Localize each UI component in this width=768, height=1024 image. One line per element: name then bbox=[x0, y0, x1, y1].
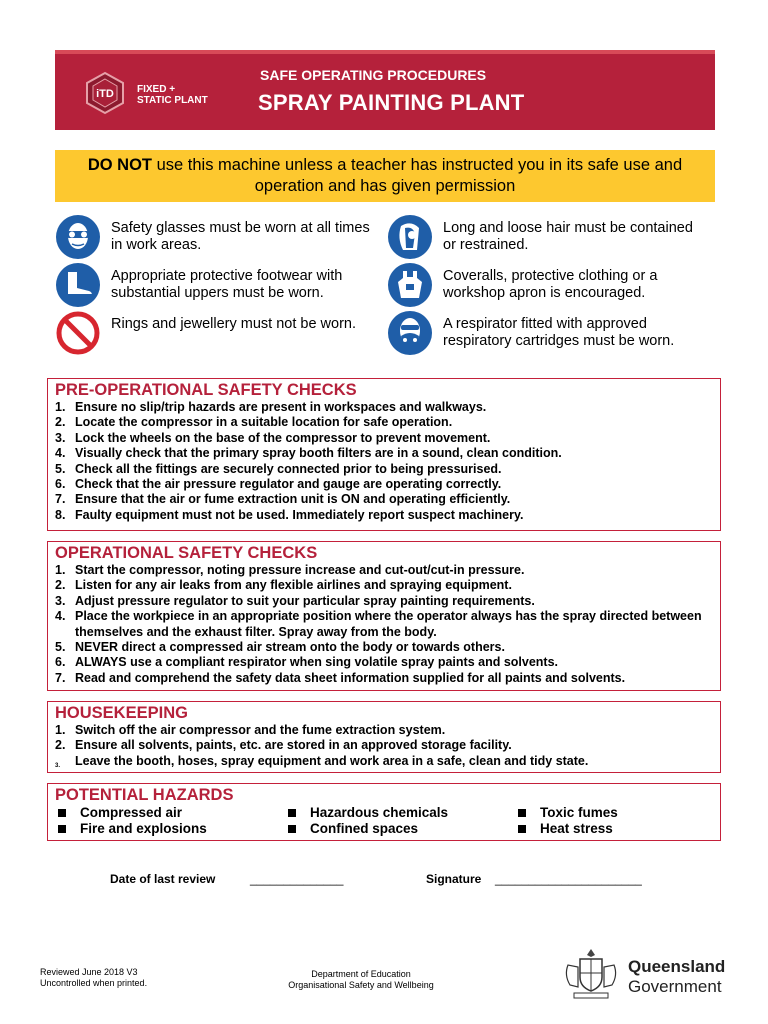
ppe-text: Appropriate protective footwear with substantial uppers must be worn. bbox=[111, 268, 343, 301]
list-item: 5. Check all the fittings are securely connected prior to being pressurised. bbox=[55, 461, 502, 476]
list-item: 2. Ensure all solvents, paints, etc. are stored in an approved storage facility. bbox=[55, 738, 512, 753]
list-item: 1. Ensure no slip/trip hazards are present in workspaces and walkways. bbox=[55, 400, 487, 414]
list-item: 8. Faulty equipment must not be used. Immediately report suspect machinery. bbox=[55, 507, 524, 522]
ppe-text: Safety glasses must be worn at all times in work areas. bbox=[111, 220, 370, 253]
warning-text: use this machine unless a teacher has instructed you in its safe use and operation and has given permission bbox=[152, 156, 683, 195]
list-item: 3. Leave the booth, hoses, spray equipment and work area in a safe, clean and tidy state. bbox=[55, 753, 589, 769]
list-item: 6. Check that the air pressure regulator and gauge are operating correctly. bbox=[55, 477, 502, 492]
footer-department: Department of Education Organisational Safety and Wellbeing bbox=[288, 969, 434, 990]
list-item: 2. Locate the compressor in a suitable location for safe operation. bbox=[55, 415, 453, 430]
header-kicker: SAFE OPERATING PROCEDURES bbox=[260, 67, 487, 83]
bullet-square-icon bbox=[288, 825, 296, 833]
ppe-item bbox=[55, 262, 385, 308]
review-date-label: Date of last review bbox=[110, 872, 216, 886]
header-banner bbox=[55, 50, 715, 130]
ppe-text: Coveralls, protective clothing or a workshop apron is encouraged. bbox=[443, 268, 658, 301]
brand-label: FIXED + STATIC PLANT bbox=[137, 84, 208, 106]
warning-emphasis: DO NOT bbox=[87, 156, 153, 174]
warning-banner bbox=[55, 150, 715, 202]
queensland-crest-icon bbox=[560, 945, 622, 1003]
bullet-square-icon bbox=[288, 809, 296, 817]
ppe-item bbox=[387, 310, 717, 356]
footer-version: Reviewed June 2018 V3 Uncontrolled when printed. bbox=[40, 967, 148, 988]
ppe-item bbox=[387, 214, 707, 260]
safety-glasses-icon bbox=[55, 214, 101, 260]
hazard-item: Confined spaces bbox=[285, 821, 515, 837]
signature-label: Signature bbox=[426, 872, 482, 886]
bullet-square-icon bbox=[518, 825, 526, 833]
operational-section bbox=[47, 541, 721, 691]
list-item: 4. Visually check that the primary spray booth filters are in a sound, clean condition. bbox=[55, 446, 562, 461]
ppe-item bbox=[387, 262, 707, 308]
itd-logo-icon bbox=[83, 71, 127, 115]
safety-boot-icon bbox=[55, 262, 101, 308]
page-title: SPRAY PAINTING PLANT bbox=[258, 90, 525, 115]
list-item: 2. Listen for any air leaks from any flexible airlines and spraying equipment. bbox=[55, 578, 512, 593]
housekeeping-section bbox=[47, 701, 721, 773]
section-title: POTENTIAL HAZARDS bbox=[55, 786, 234, 804]
list-item: 7. Ensure that the air or fume extraction unit is ON and operating efficiently. bbox=[55, 492, 511, 507]
ppe-text: Rings and jewellery must not be worn. bbox=[111, 316, 357, 332]
queensland-government-wordmark: Queensland Government bbox=[628, 957, 726, 996]
apron-icon bbox=[387, 262, 433, 308]
hair-restraint-icon bbox=[387, 214, 433, 260]
bullet-square-icon bbox=[58, 809, 66, 817]
list-item: 6. ALWAYS use a compliant respirator when sing volatile spray paints and solvents. bbox=[55, 655, 559, 670]
list-item: 1. Start the compressor, noting pressure increase and cut-out/cut-in pressure. bbox=[55, 563, 525, 577]
bullet-square-icon bbox=[58, 825, 66, 833]
list-item: 3. Adjust pressure regulator to suit your particular spray painting requirements. bbox=[55, 593, 535, 608]
review-date-line[interactable]: ______________ bbox=[250, 872, 344, 886]
checklist bbox=[55, 723, 713, 774]
respirator-icon bbox=[387, 310, 433, 356]
checklist bbox=[55, 563, 713, 686]
list-item: 7. Read and comprehend the safety data sheet information supplied for all paints and solvents. bbox=[55, 670, 626, 685]
signature-line[interactable]: ______________________ bbox=[495, 872, 642, 886]
ppe-item bbox=[55, 214, 375, 260]
section-title: HOUSEKEEPING bbox=[55, 704, 188, 722]
hazard-item: Compressed air bbox=[55, 805, 285, 821]
section-title: PRE-OPERATIONAL SAFETY CHECKS bbox=[55, 381, 357, 399]
hazard-item: Fire and explosions bbox=[55, 821, 285, 837]
hazards-section bbox=[47, 783, 721, 841]
list-item: 3. Lock the wheels on the base of the compressor to prevent movement. bbox=[55, 430, 491, 445]
list-item: 4. Place the workpiece in an appropriate position where the operator always has the spray directed between themselves and the exhaust filter. Spray away from the body. bbox=[55, 609, 702, 639]
list-item: 1. Switch off the air compressor and the fume extraction system. bbox=[55, 723, 446, 737]
list-item: 5. NEVER direct a compressed air stream onto the body or towards others. bbox=[55, 640, 505, 655]
svg-text:iTD: iTD bbox=[96, 88, 114, 100]
no-jewellery-icon bbox=[55, 310, 101, 356]
bullet-square-icon bbox=[518, 809, 526, 817]
checklist bbox=[55, 400, 713, 523]
ppe-text: A respirator fitted with approved respiratory cartridges must be worn. bbox=[443, 316, 675, 349]
ppe-text: Long and loose hair must be contained or restrained. bbox=[443, 220, 693, 253]
hazard-item: Heat stress bbox=[515, 821, 715, 837]
hazard-list bbox=[55, 805, 713, 837]
section-title: OPERATIONAL SAFETY CHECKS bbox=[55, 544, 318, 562]
hazard-item: Toxic fumes bbox=[515, 805, 715, 821]
ppe-item bbox=[55, 310, 375, 356]
pre-operational-section bbox=[47, 378, 721, 531]
hazard-item: Hazardous chemicals bbox=[285, 805, 515, 821]
